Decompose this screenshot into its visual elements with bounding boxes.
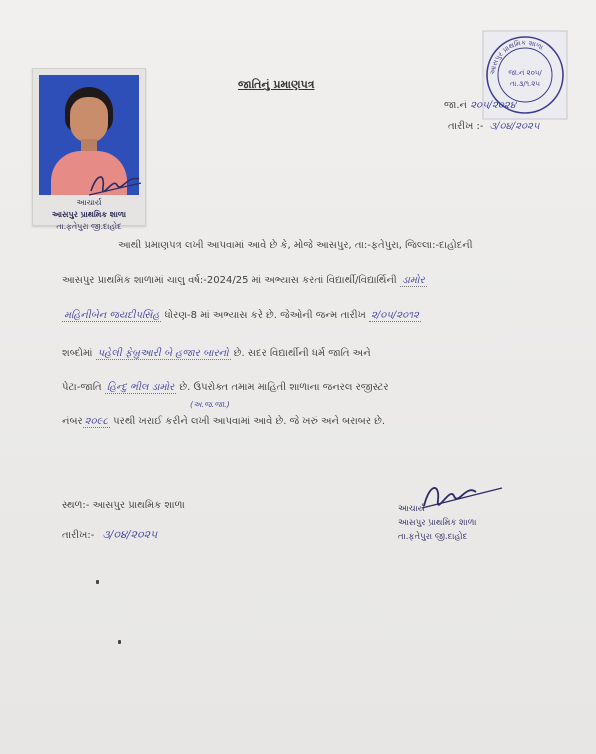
student-surname: ડામોર [401,275,425,286]
register-prefix: નંબર [62,416,83,427]
footer-date [62,528,157,542]
issue-date-value: ૩/૦૪/૨૦૨૫ [489,121,540,132]
body-line-3-text: ધોરણ-8 માં અભ્યાસ કરે છે. જેઓની જન્મ તારીખ [164,310,366,321]
body-line-4-text: છે. સદર વિદ્યાર્થીની ધર્મ જાતિ અને [233,348,371,359]
body-line-1: આથી પ્રમાણપત્ર લખી આપવામાં આવે છે કે, મોજે આસપુર, તા:-ફતેપુરા, જિલ્લા:-દાહોદની [118,240,473,251]
body-line-6 [62,416,385,427]
jan-label: જા.નં [444,100,467,111]
body-line-6-text: પરથી ખરાઈ કરીને લખી આપવામાં આવે છે. જે ખરું અને બરાબર છે. [113,416,386,427]
paper-mark [118,640,121,644]
words-prefix: શબ્દોમાં [62,348,93,359]
photo-stamp-line2: આસપુર પ્રાથમિક શાળા [51,210,127,219]
dob-in-words: પહેલી ફેબ્રુઆરી બે હજાર બારનો [97,348,229,359]
caste-category: (અ.જ.જા.) [190,400,230,409]
body-line-4 [62,348,371,359]
body-line-5 [62,382,389,393]
place-line: સ્થળ:- આસપુર પ્રાથમિક શાળા [62,500,185,511]
student-given-name: મહિનીબેન જયદીપસિંહ [64,310,160,321]
body-line-5-text: છે. ઉપરોક્ત તમામ માહિતી શાળાના જનરલ રજીસ્ટર [179,382,389,393]
student-photo-card [32,68,146,231]
photo-signature [83,169,143,199]
date-of-birth: ૨/૦૫/૨૦૧૨ [371,310,419,321]
jan-number [444,100,516,111]
photo-stamp-line3: તા.ફતેપુરા જી.દાહોદ [56,222,122,231]
seal-center-line1: જા.નં ૨૦૫/ [508,69,542,77]
jan-value: ૨૦૫/૨૦૨૪ [470,100,516,111]
photo-stamp-line1: આચાર્ય [76,198,102,207]
principal-stamp [384,480,508,554]
body-line-3 [62,310,421,321]
issue-date [448,121,539,132]
principal-stamp-line2: આસપુર પ્રાથમિક શાળા [398,518,477,528]
body-line-2 [62,275,427,286]
principal-signature [414,480,504,512]
subcaste-prefix: પેટા-જાતિ [62,382,102,393]
certificate-title: જાતિનું પ્રમાણપત્ર [238,78,315,91]
photo-stamp [33,197,145,233]
seal-center-line2: તા.૩/૧.૨૫ [510,80,540,88]
paper-mark [96,580,99,584]
footer-date-label: તારીખ:- [62,530,95,541]
footer-date-value: ૩/૦૪/૨૦૨૫ [102,528,158,541]
issue-date-label: તારીખ :- [448,121,484,132]
principal-stamp-line1: આચાર્ય [398,504,425,514]
principal-stamp-line3: તા.ફતેપુરા જી.દાહોદ [398,532,468,542]
seal-ring-text: આસપુર પ્રાથમિક શાળા [488,38,545,76]
register-number: ૨૦૯૮ [84,416,108,427]
body-line-2-text: આસપુર પ્રાથમિક શાળામાં ચાલુ વર્ષ:-2024/25 માં અભ્યાસ કરતાં વિદ્યાર્થી/વિદ્યાર્થિની [62,275,397,286]
caste-value: હિન્દુ ભીલ ડામોર [106,382,175,393]
